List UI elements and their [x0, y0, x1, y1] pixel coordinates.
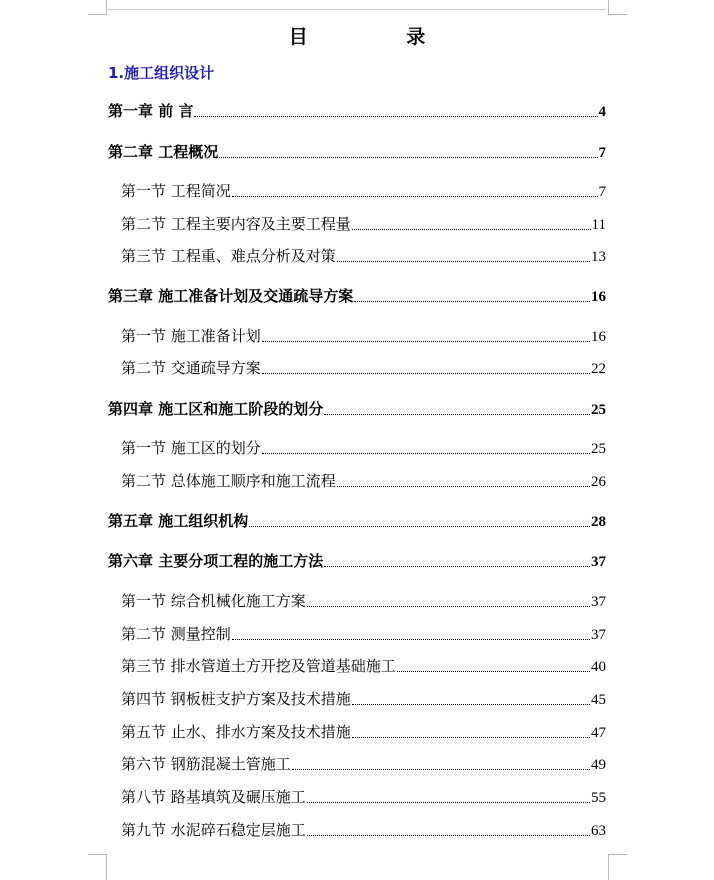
toc-page-number: 28	[591, 514, 606, 530]
toc-entry-label: 第六章 主要分项工程的施工方法	[108, 552, 324, 570]
toc-entry-label: 第一节 施工区的划分	[121, 439, 261, 457]
toc-dot-leader	[232, 639, 590, 640]
toc-page-number: 25	[591, 441, 606, 457]
toc-section-entry[interactable]	[121, 688, 606, 709]
toc-section-entry[interactable]	[121, 623, 606, 644]
toc-entry-label: 第六节 钢筋混凝土管施工	[121, 755, 291, 773]
crop-mark-top-left	[88, 0, 107, 15]
section-heading: 1.施工组织设计	[108, 64, 215, 82]
toc-dot-leader	[262, 373, 590, 374]
toc-page-number: 16	[591, 289, 606, 305]
document-title: 目 录	[288, 26, 472, 48]
toc-dot-leader	[249, 526, 590, 527]
toc-page-number: 16	[591, 329, 606, 345]
toc-entry-label: 第三章 施工准备计划及交通疏导方案	[108, 287, 354, 305]
toc-chapter-entry[interactable]	[108, 510, 606, 531]
toc-dot-leader	[354, 301, 590, 302]
toc-dot-leader	[194, 116, 597, 117]
toc-page-number: 47	[591, 725, 606, 741]
page-top-rule	[108, 9, 606, 10]
toc-section-entry[interactable]	[121, 753, 606, 774]
toc-chapter-entry[interactable]	[108, 141, 606, 162]
toc-section-entry[interactable]	[121, 245, 606, 266]
toc-chapter-entry[interactable]	[108, 550, 606, 571]
toc-page-number: 37	[591, 554, 606, 570]
toc-page-number: 13	[591, 249, 606, 265]
toc-dot-leader	[397, 671, 590, 672]
toc-entry-label: 第一章 前 言	[108, 102, 194, 120]
toc-section-entry[interactable]	[121, 786, 606, 807]
toc-section-entry[interactable]	[121, 590, 606, 611]
toc-dot-leader	[307, 606, 590, 607]
toc-entry-label: 第二章 工程概况	[108, 143, 219, 161]
toc-section-entry[interactable]	[121, 819, 606, 840]
toc-dot-leader	[292, 769, 590, 770]
toc-page-number: 37	[591, 594, 606, 610]
toc-section-entry[interactable]	[121, 213, 606, 234]
toc-page-number: 25	[591, 402, 606, 418]
toc-entry-label: 第四章 施工区和施工阶段的划分	[108, 400, 324, 418]
crop-mark-bottom-right	[608, 854, 627, 880]
toc-section-entry[interactable]	[121, 357, 606, 378]
toc-dot-leader	[262, 453, 590, 454]
toc-dot-leader	[324, 414, 590, 415]
toc-section-entry[interactable]	[121, 655, 606, 676]
toc-section-entry[interactable]	[121, 721, 606, 742]
toc-entry-label: 第四节 钢板桩支护方案及技术措施	[121, 690, 351, 708]
toc-page-number: 11	[591, 217, 606, 233]
toc-page-number: 63	[591, 823, 606, 839]
crop-mark-bottom-left	[88, 854, 107, 880]
toc-dot-leader	[352, 737, 590, 738]
toc-page-number: 7	[598, 184, 606, 200]
toc-dot-leader	[232, 196, 598, 197]
toc-section-entry[interactable]	[121, 325, 606, 346]
toc-page-number: 45	[591, 692, 606, 708]
toc-chapter-entry[interactable]	[108, 398, 606, 419]
toc-chapter-entry[interactable]	[108, 285, 606, 306]
toc-page-number: 37	[591, 627, 606, 643]
toc-section-entry[interactable]	[121, 437, 606, 458]
toc-page-number: 4	[598, 104, 606, 120]
toc-dot-leader	[352, 704, 590, 705]
toc-page-number: 40	[591, 659, 606, 675]
toc-entry-label: 第一节 施工准备计划	[121, 327, 261, 345]
toc-section-entry[interactable]	[121, 180, 606, 201]
toc-page-number: 26	[591, 474, 606, 490]
toc-entry-label: 第一节 综合机械化施工方案	[121, 592, 306, 610]
toc-page-number: 7	[598, 145, 606, 161]
toc-entry-label: 第二节 交通疏导方案	[121, 359, 261, 377]
toc-entry-label: 第八节 路基填筑及碾压施工	[121, 788, 306, 806]
toc-dot-leader	[324, 566, 590, 567]
toc-entry-label: 第五节 止水、排水方案及技术措施	[121, 723, 351, 741]
toc-page-number: 22	[591, 361, 606, 377]
toc-entry-label: 第三节 工程重、难点分析及对策	[121, 247, 336, 265]
toc-entry-label: 第五章 施工组织机构	[108, 512, 249, 530]
toc-entry-label: 第二节 测量控制	[121, 625, 231, 643]
toc-page-number: 49	[591, 757, 606, 773]
toc-dot-leader	[307, 835, 590, 836]
toc-chapter-entry[interactable]	[108, 100, 606, 121]
toc-entry-label: 第三节 排水管道土方开挖及管道基础施工	[121, 657, 396, 675]
toc-entry-label: 第九节 水泥碎石稳定层施工	[121, 821, 306, 839]
toc-section-entry[interactable]	[121, 470, 606, 491]
toc-dot-leader	[307, 802, 590, 803]
crop-mark-top-right	[608, 0, 627, 15]
toc-dot-leader	[262, 341, 590, 342]
toc-entry-label: 第二节 总体施工顺序和施工流程	[121, 472, 336, 490]
toc-entry-label: 第二节 工程主要内容及主要工程量	[121, 215, 351, 233]
toc-dot-leader	[352, 229, 591, 230]
toc-dot-leader	[337, 486, 590, 487]
toc-dot-leader	[219, 157, 597, 158]
toc-entry-label: 第一节 工程简况	[121, 182, 231, 200]
toc-dot-leader	[337, 261, 590, 262]
toc-page-number: 55	[591, 790, 606, 806]
